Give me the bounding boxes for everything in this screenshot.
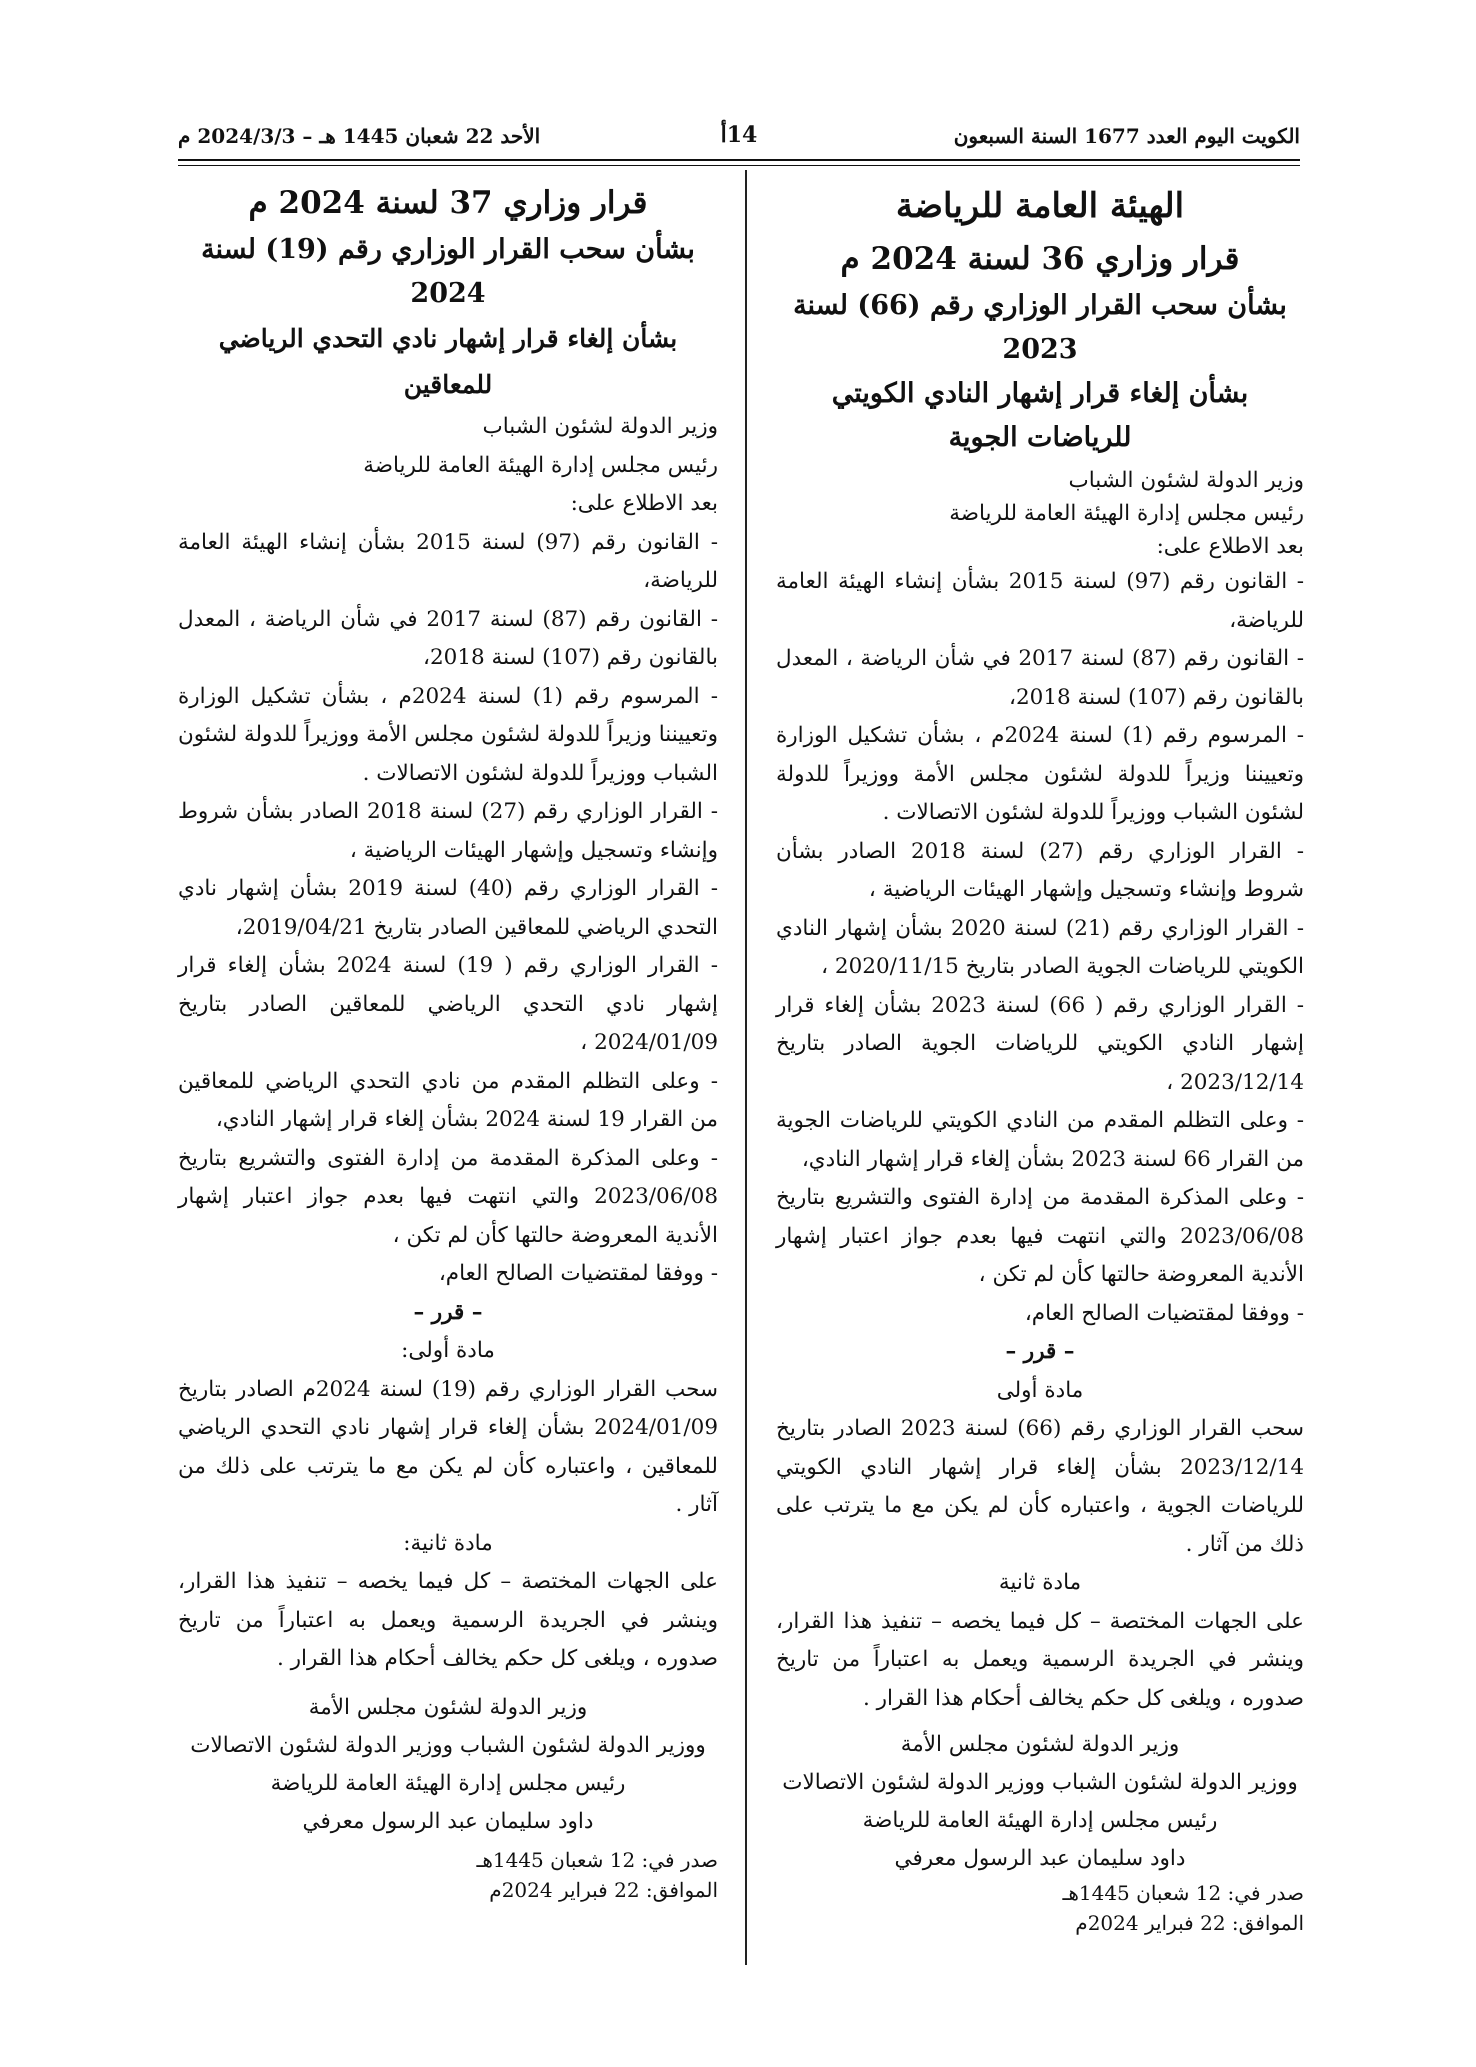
preamble-item: - ووفقا لمقتضيات الصالح العام، xyxy=(1024,1300,1304,1326)
issue-date-gregorian: الموافق: 22 فبراير 2024م xyxy=(1075,1911,1304,1935)
article-1-text: سحب القرار الوزاري رقم (19) لسنة 2024م الصادر بتاريخ 2024/01/09 بشأن إلغاء قرار إشهار نادي التحدي الرياضي للمعاقين ، واعتباره كأن لم يكن مع ما يترتب على ذلك من آثار . xyxy=(178,1376,718,1517)
issue-date-hijri: صدر في: 12 شعبان 1445هـ xyxy=(1062,1881,1304,1905)
signer-name: داود سليمان عبد الرسول معرفي xyxy=(894,1846,1186,1871)
signature-line: وزير الدولة لشئون مجلس الأمة xyxy=(900,1732,1180,1757)
preamble-item: - وعلى التظلم المقدم من النادي الكويتي للرياضات الجوية من القرار 66 لسنة 2023 بشأن إلغاء قرار إشهار النادي، xyxy=(776,1108,1304,1172)
preamble-item: - وعلى التظلم المقدم من نادي التحدي الرياضي للمعاقين من القرار 19 لسنة 2024 بشأن إلغاء قرار إشهار النادي، xyxy=(178,1068,718,1132)
preamble-item: - المرسوم رقم (1) لسنة 2024م ، بشأن تشكيل الوزارة وتعييننا وزيراً للدولة لشئون مجلس الأمة ووزيراً للدولة لشئون الشباب ووزيراً للدولة لشئون الاتصالات . xyxy=(776,723,1304,825)
decides-heading: – قرر – xyxy=(413,1299,483,1325)
decision-title: قرار وزاري 36 لسنة 2024 م xyxy=(840,241,1240,277)
preamble-item: - وعلى المذكرة المقدمة من إدارة الفتوى والتشريع بتاريخ 2023/06/08 والتي انتهت فيها بعدم جواز اعتبار إشهار الأندية المعروضة حالتها كأن لم تكن ، xyxy=(776,1185,1304,1287)
issuer-line: وزير الدولة لشئون الشباب xyxy=(1068,468,1304,493)
gazette-issue: الكويت اليوم العدد 1677 السنة السبعون xyxy=(953,124,1300,148)
decision-subject: بشأن سحب القرار الوزاري رقم (66) لسنة 2023 xyxy=(793,290,1287,365)
issuer-line: رئيس مجلس إدارة الهيئة العامة للرياضة xyxy=(363,452,718,478)
preamble-item: - وعلى المذكرة المقدمة من إدارة الفتوى والتشريع بتاريخ 2023/06/08 والتي انتهت فيها بعدم جواز اعتبار إشهار الأندية المعروضة حالتها كأن لم تكن ، xyxy=(178,1145,718,1248)
article-1-title: مادة أولى xyxy=(996,1377,1084,1403)
decision-37-column xyxy=(178,178,718,1905)
preamble-heading: بعد الاطلاع على: xyxy=(1156,534,1304,559)
page-number: 14أ xyxy=(720,122,758,148)
signature-line: ووزير الدولة لشئون الشباب ووزير الدولة لشئون الاتصالات xyxy=(190,1732,706,1758)
signature-line: ووزير الدولة لشئون الشباب ووزير الدولة لشئون الاتصالات xyxy=(782,1770,1298,1795)
preamble-item: - المرسوم رقم (1) لسنة 2024م ، بشأن تشكيل الوزارة وتعييننا وزيراً للدولة لشئون مجلس الأمة ووزيراً للدولة لشئون الشباب ووزيراً للدولة لشئون الاتصالات . xyxy=(178,683,718,786)
issuer-line: وزير الدولة لشئون الشباب xyxy=(482,414,718,439)
preamble-item: - القرار الوزاري رقم ( 66) لسنة 2023 بشأن إلغاء قرار إشهار النادي الكويتي للرياضات الجوية الصادر بتاريخ 2023/12/14 ، xyxy=(776,992,1304,1095)
article-1-text: سحب القرار الوزاري رقم (66) لسنة 2023 الصادر بتاريخ 2023/12/14 بشأن إلغاء قرار إشهار النادي الكويتي للرياضات الجوية ، واعتباره كأن لم يكن مع ما يترتب على ذلك من آثار . xyxy=(776,1416,1304,1557)
preamble-item: - القرار الوزاري رقم (27) لسنة 2018 الصادر بشأن شروط وإنشاء وتسجيل وإشهار الهيئات الرياضية ، xyxy=(776,838,1304,902)
preamble-item: - القانون رقم (97) لسنة 2015 بشأن إنشاء الهيئة العامة للرياضة، xyxy=(178,529,718,593)
issue-date: الأحد 22 شعبان 1445 هـ – 2024/3/3 م xyxy=(178,124,541,148)
preamble-heading: بعد الاطلاع على: xyxy=(570,491,718,516)
article-2-title: مادة ثانية: xyxy=(403,1530,493,1556)
signature-line: وزير الدولة لشئون مجلس الأمة xyxy=(308,1694,588,1720)
article-1-title: مادة أولى: xyxy=(401,1338,495,1363)
article-2-title: مادة ثانية xyxy=(998,1570,1082,1595)
decision-title: قرار وزاري 37 لسنة 2024 م xyxy=(248,185,648,221)
decides-heading: – قرر – xyxy=(1005,1339,1075,1364)
header-rule-thin xyxy=(178,165,1300,166)
preamble-item: - القرار الوزاري رقم (21) لسنة 2020 بشأن إشهار النادي الكويتي للرياضات الجوية الصادر بتاريخ 2020/11/15 ، xyxy=(776,915,1304,979)
preamble-item: - ووفقا لمقتضيات الصالح العام، xyxy=(438,1261,718,1286)
decision-36-column xyxy=(776,178,1304,1938)
signature-line: رئيس مجلس إدارة الهيئة العامة للرياضة xyxy=(862,1808,1218,1833)
page-header xyxy=(178,118,1300,158)
header-rule xyxy=(178,159,1300,161)
article-2-text: على الجهات المختصة – كل فيما يخصه – تنفيذ هذا القرار، وينشر في الجريدة الرسمية ويعمل به اعتباراً من تاريخ صدوره ، ويلغى كل حكم يخالف أحكام هذا القرار . xyxy=(178,1569,718,1671)
issue-date-gregorian: الموافق: 22 فبراير 2024م xyxy=(489,1877,718,1902)
issuer-line: رئيس مجلس إدارة الهيئة العامة للرياضة xyxy=(949,501,1304,526)
decision-subject: بشأن سحب القرار الوزاري رقم (19) لسنة 2024 xyxy=(201,234,695,309)
signature-line: رئيس مجلس إدارة الهيئة العامة للرياضة xyxy=(270,1770,626,1796)
preamble-item: - القرار الوزاري رقم (40) لسنة 2019 بشأن إشهار نادي التحدي الرياضي للمعاقين الصادر بتاريخ 2019/04/21، xyxy=(178,876,718,940)
agency-title: الهيئة العامة للرياضة xyxy=(895,186,1185,226)
signer-name: داود سليمان عبد الرسول معرفي xyxy=(302,1808,594,1834)
decision-subject-2: بشأن إلغاء قرار إشهار النادي الكويتي للرياضات الجوية xyxy=(831,378,1249,453)
preamble-item: - القانون رقم (87) لسنة 2017 في شأن الرياضة ، المعدل بالقانون رقم (107) لسنة 2018، xyxy=(776,646,1304,710)
preamble-item: - القرار الوزاري رقم (27) لسنة 2018 الصادر بشأن شروط وإنشاء وتسجيل وإشهار الهيئات الرياضية ، xyxy=(178,799,718,863)
issue-date-hijri: صدر في: 12 شعبان 1445هـ xyxy=(476,1847,718,1872)
article-2-text: على الجهات المختصة – كل فيما يخصه – تنفيذ هذا القرار، وينشر في الجريدة الرسمية ويعمل به اعتباراً من تاريخ صدوره ، ويلغى كل حكم يخالف أحكام هذا القرار . xyxy=(776,1608,1304,1711)
preamble-item: - القانون رقم (97) لسنة 2015 بشأن إنشاء الهيئة العامة للرياضة، xyxy=(776,569,1304,633)
preamble-item: - القرار الوزاري رقم ( 19) لسنة 2024 بشأن إلغاء قرار إشهار نادي التحدي الرياضي للمعاقين الصادر بتاريخ 2024/01/09 ، xyxy=(178,953,718,1055)
preamble-item: - القانون رقم (87) لسنة 2017 في شأن الرياضة ، المعدل بالقانون رقم (107) لسنة 2018، xyxy=(178,606,718,670)
decision-subject-2: بشأن إلغاء قرار إشهار نادي التحدي الرياضي للمعاقين xyxy=(218,324,678,399)
column-divider xyxy=(745,170,747,1965)
